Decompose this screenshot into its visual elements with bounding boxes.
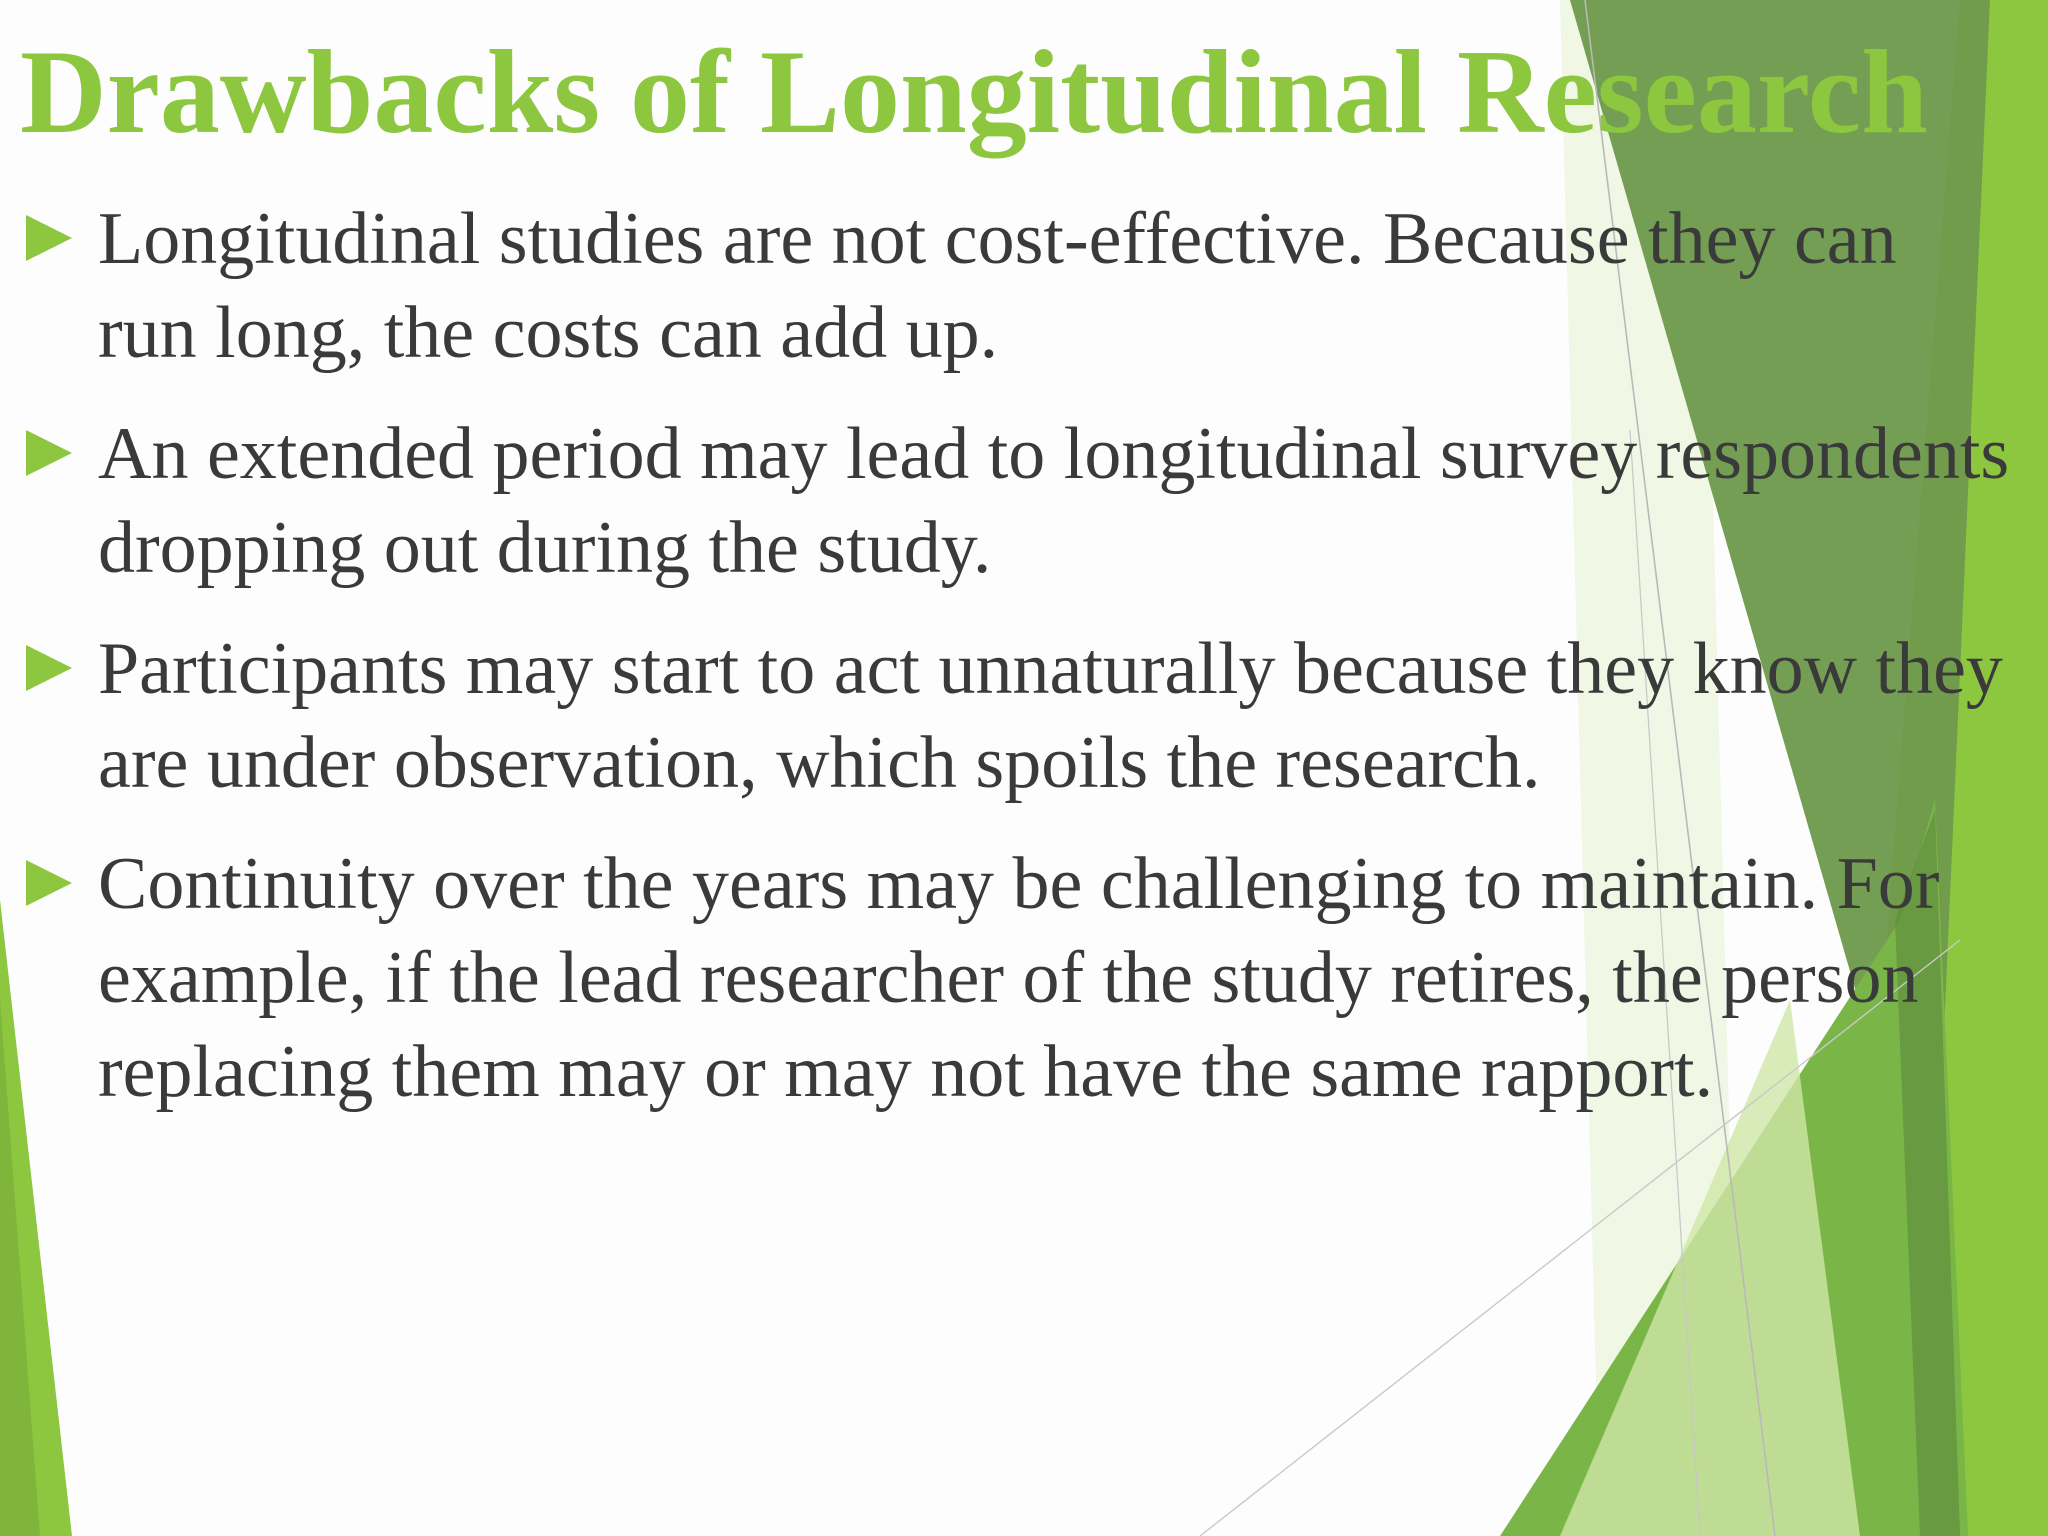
bullet-item: [22, 407, 2012, 595]
bullet-text: Continuity over the years may be challenging to maintain. For example, if the lead researcher of the study retires, the person replacing them may or may not have the same rapport.: [98, 843, 1940, 1113]
bullet-item: [22, 192, 2012, 380]
bullet-list: [22, 192, 2012, 1146]
bullet-item: [22, 837, 2012, 1119]
slide-title: Drawbacks of Longitudinal Research: [20, 25, 1928, 158]
play-triangle-icon: [26, 215, 72, 261]
play-triangle-icon: [26, 860, 72, 906]
play-triangle-icon: [26, 645, 72, 691]
bullet-item: [22, 622, 2012, 810]
play-triangle-icon: [26, 430, 72, 476]
bullet-text: Longitudinal studies are not cost-effective. Because they can run long, the costs can add up.: [98, 198, 1897, 374]
bullet-text: Participants may start to act unnaturally because they know they are under observation, which spoils the research.: [98, 628, 2003, 804]
bullet-text: An extended period may lead to longitudinal survey respondents dropping out during the study.: [98, 413, 2010, 589]
